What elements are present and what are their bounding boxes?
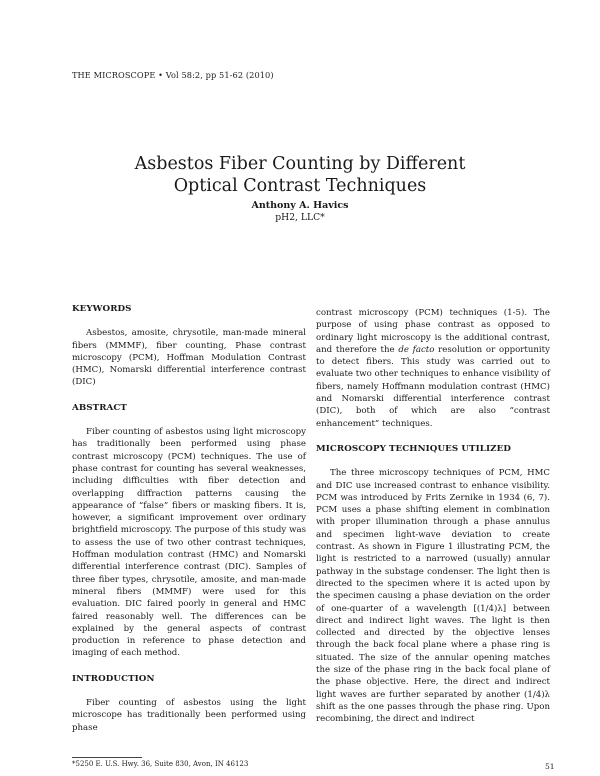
footnote-rule: [72, 757, 142, 758]
title-line-2: Optical Contrast Techniques: [173, 176, 427, 196]
keywords-heading: KEYWORDS: [72, 304, 132, 314]
keywords-text: Asbestos, amosite, chrysotile, man-made mineral fibers (MMMF), fiber counting, Phase contrast microscopy (PCM), Hoffman Modulation Contrast (HMC), Nomarski differential interference contrast (DIC): [72, 328, 306, 388]
paper-title: [0, 153, 600, 197]
de-facto-italic: de facto: [398, 344, 435, 355]
footnote: *5250 E. U.S. Hwy. 36, Suite 830, Avon, IN 46123: [72, 760, 249, 768]
title-line-1: Asbestos Fiber Counting by Different: [134, 154, 466, 174]
page-number: 51: [545, 762, 555, 771]
right-column: [316, 307, 550, 726]
abstract-heading: ABSTRACT: [72, 402, 127, 413]
abstract-text: Fiber counting of asbestos using light microscopy has traditionally been performed using phase contrast microscopy (PCM) techniques. The use of phase contrast for counting has several weaknesses, including difficulties with fiber detection and overlapping diffraction patterns causing the appearance of “false” fibers or masking fibers. It is, however, a significant improvement over ordinary brightfield microscopy. The purpose of this study was to assess the use of two other contrast techniques, Hoffman modulation contrast (HMC) and Nomarski differential interference contrast (DIC). Samples of three fiber types, chrysotile, amosite, and man-made mineral fibers (MMMF) were used for this evaluation. DIC faired poorly in general and HMC faired reasonably well. The differences can be explained by the general aspects of contrast production in reference to phase detection and imaging of each method.: [72, 427, 306, 659]
introduction-heading: INTRODUCTION: [72, 673, 155, 684]
introduction-text: Fiber counting of asbestos using the light microscope has traditionally been performed using phase: [72, 698, 306, 733]
author-name: Anthony A. Havics: [251, 200, 349, 211]
running-head: THE MICROSCOPE • Vol 58:2, pp 51-62 (2010): [72, 70, 274, 80]
techniques-text: The three microscopy techniques of PCM, HMC and DIC use increased contrast to enhance visibility. PCM was introduced by Frits Zernike in 1934 (6, 7). PCM uses a phase shifting element in combination with proper illumination through a phase annulus and specimen light-wave deviation to create contrast. As shown in Figure 1 illustrating PCM, the light is restricted to a narrowed (usually) annular pathway in the substage condenser. The light then is directed to the specimen where it is acted upon by the specimen causing a phase deviation on the order of one-quarter of a wavelength [(1/4)λ] between direct and indirect light waves. The light is then collected and directed by the objective lenses through the back focal plane where a phase ring is situated. The size of the annular opening matches the size of the phase ring in the back focal plane of the phase objective. Here, the direct and indirect light waves are further separated by another (1/4)λ shift as the one passes through the phase ring. Upon recombining, the direct and indirect: [316, 468, 550, 725]
introduction-continued-text: contrast microscopy (PCM) techniques (1-5). The purpose of using phase contrast as opposed to ordinary light microscopy is the additional contrast, and therefore the de facto resolution or opportunity to detect fibers. This study was carried out to evaluate two other techniques to enhance visibility of fibers, namely Hoffmann modulation contrast (HMC) and Nomarski differential interference contrast (DIC), both of which are also “contrast enhancement” techniques.: [316, 308, 550, 429]
author-affiliation: pH2, LLC*: [275, 212, 325, 223]
left-column: [72, 303, 306, 734]
techniques-heading: MICROSCOPY TECHNIQUES UTILIZED: [316, 443, 511, 454]
